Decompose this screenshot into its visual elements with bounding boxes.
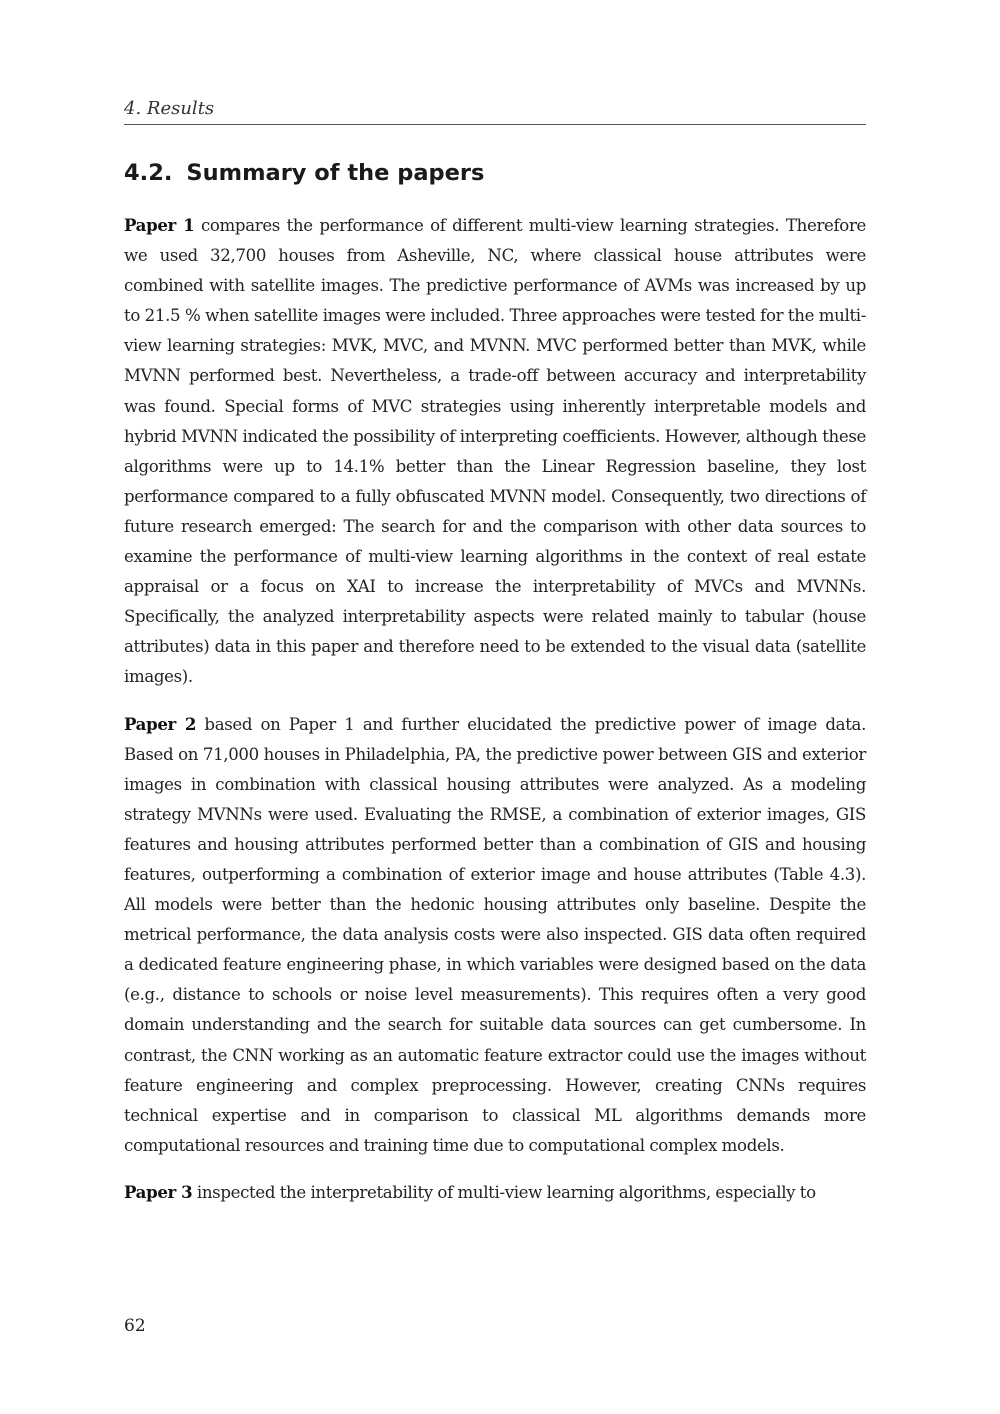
paragraph-paper-3 <box>124 1177 866 1208</box>
section-title <box>124 157 866 189</box>
running-header: 4. Results <box>124 98 215 119</box>
paragraph-lead: Paper 2 <box>124 713 197 734</box>
page-number: 62 <box>124 1316 146 1336</box>
body-text <box>124 210 866 1224</box>
section-number: 4.2. <box>124 160 173 186</box>
header-rule <box>124 124 866 125</box>
paragraph-lead: Paper 3 <box>124 1181 193 1202</box>
paragraph-text: compares the performance of different multi-view learning strategies. Therefore we used 32,700 houses from Asheville, NC, where classical house attributes were combined with satellite images. The predictive performance of AVMs was increased by up to 21.5 % when satellite images were included. Three approaches were tested for the multi-view learning strategies: MVK, MVC, and MVNN. MVC performed better than MVK, while MVNN performed best. Nevertheless, a trade-off between accuracy and interpretability was found. Special forms of MVC strategies using inherently interpretable models and hybrid MVNN indicated the possibility of interpreting coefficients. However, although these algorithms were up to 14.1% better than the Linear Regression baseline, they lost performance compared to a fully obfuscated MVNN model. Consequently, two directions of future research emerged: The search for and the comparison with other data sources to examine the performance of multi-view learning algorithms in the context of real estate appraisal or a focus on XAI to increase the interpretability of MVCs and MVNNs. Specifically, the analyzed interpretability aspects were related mainly to tabular (house attributes) data in this paper and therefore need to be extended to the visual data (satellite images). <box>124 216 866 687</box>
section-title-text: Summary of the papers <box>186 160 485 186</box>
paragraph-lead: Paper 1 <box>124 215 195 235</box>
paragraph-paper-1 <box>124 210 866 693</box>
paragraph-text: inspected the interpretability of multi-view learning algorithms, especially to <box>192 1182 816 1202</box>
paragraph-paper-2 <box>124 709 866 1161</box>
paragraph-text: based on Paper 1 and further elucidated the predictive power of image data. Based on 71,000 houses in Philadelphia, PA, the predictive power between GIS and exterior images in combination with classical housing attributes were analyzed. As a modeling strategy MVNNs were used. Evaluating the RMSE, a combination of exterior images, GIS features and housing attributes performed better than a combination of GIS and housing features, outperforming a combination of exterior image and house attributes (Table 4.3). All models were better than the hedonic housing attributes only baseline. Despite the metrical performance, the data analysis costs were also inspected. GIS data often required a dedicated feature engineering phase, in which variables were designed based on the data (e.g., distance to schools or noise level measurements). This requires often a very good domain understanding and the search for suitable data sources can get cumbersome. In contrast, the CNN working as an automatic feature extractor could use the images without feature engineering and complex preprocessing. However, creating CNNs requires technical expertise and in comparison to classical ML algorithms demands more computational resources and training time due to computational complex models. <box>124 714 866 1155</box>
